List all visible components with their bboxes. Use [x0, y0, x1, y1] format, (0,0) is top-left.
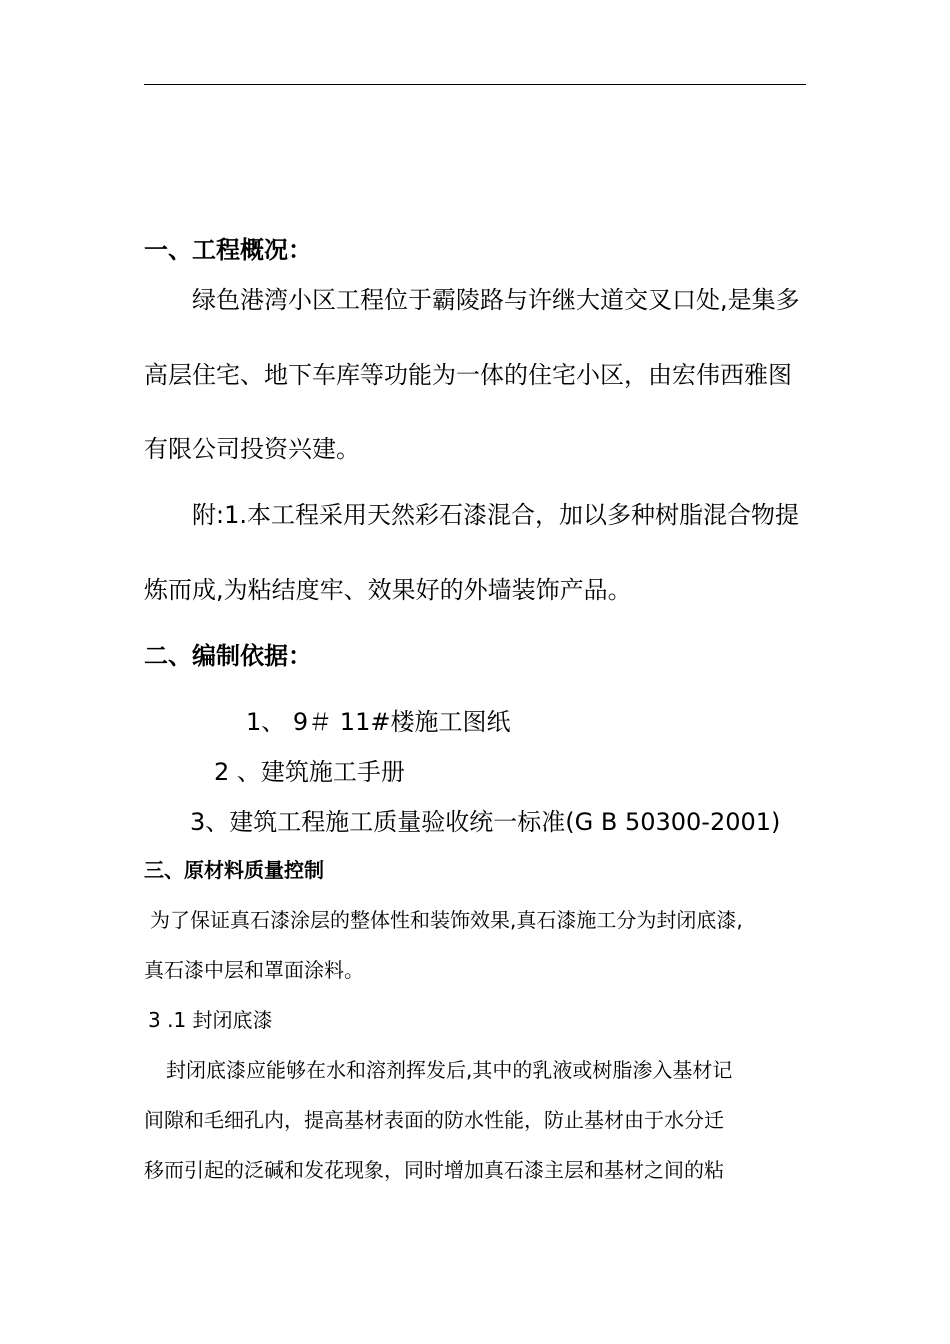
subsection-3-1-line-2: 间隙和毛细孔内，提高基材表面的防水性能，防止基材由于水分迁 [144, 1108, 724, 1132]
section-3-heading: 三、原材料质量控制 [144, 858, 324, 882]
basis-item-3: 3、建筑工程施工质量验收统一标准(G B 50300-2001) [190, 808, 781, 836]
basis-item-1: 1、 9＃ 11#楼施工图纸 [246, 708, 511, 736]
section-2-heading: 二、编制依据： [144, 642, 312, 670]
basis-item-2: 2 、建筑施工手册 [214, 758, 405, 786]
section-3-intro-line-2: 真石漆中层和罩面涂料。 [144, 958, 364, 982]
section-1-heading: 一、工程概况： [144, 236, 312, 264]
subsection-3-1-line-1: 封闭底漆应能够在水和溶剂挥发后,其中的乳液或树脂渗入基材记 [166, 1058, 733, 1082]
section-1-para-1-line-2: 高层住宅、地下车库等功能为一体的住宅小区，由宏伟西雅图 [144, 361, 792, 389]
section-3-intro-line-1: 为了保证真石漆涂层的整体性和装饰效果,真石漆施工分为封闭底漆, [150, 908, 743, 932]
section-1-para-1-line-1: 绿色港湾小区工程位于霸陵路与许继大道交叉口处,是集多 [192, 286, 800, 314]
subsection-3-1-title: 3 .1 封闭底漆 [148, 1008, 273, 1032]
section-1-para-2-line-2: 炼而成,为粘结度牢、效果好的外墙装饰产品。 [144, 576, 632, 604]
section-1-para-2-line-1: 附:1.本工程采用天然彩石漆混合，加以多种树脂混合物提 [192, 501, 799, 529]
header-rule [144, 84, 806, 85]
subsection-3-1-line-3: 移而引起的泛碱和发花现象，同时增加真石漆主层和基材之间的粘 [144, 1158, 724, 1182]
section-1-para-1-line-3: 有限公司投资兴建。 [144, 435, 360, 463]
